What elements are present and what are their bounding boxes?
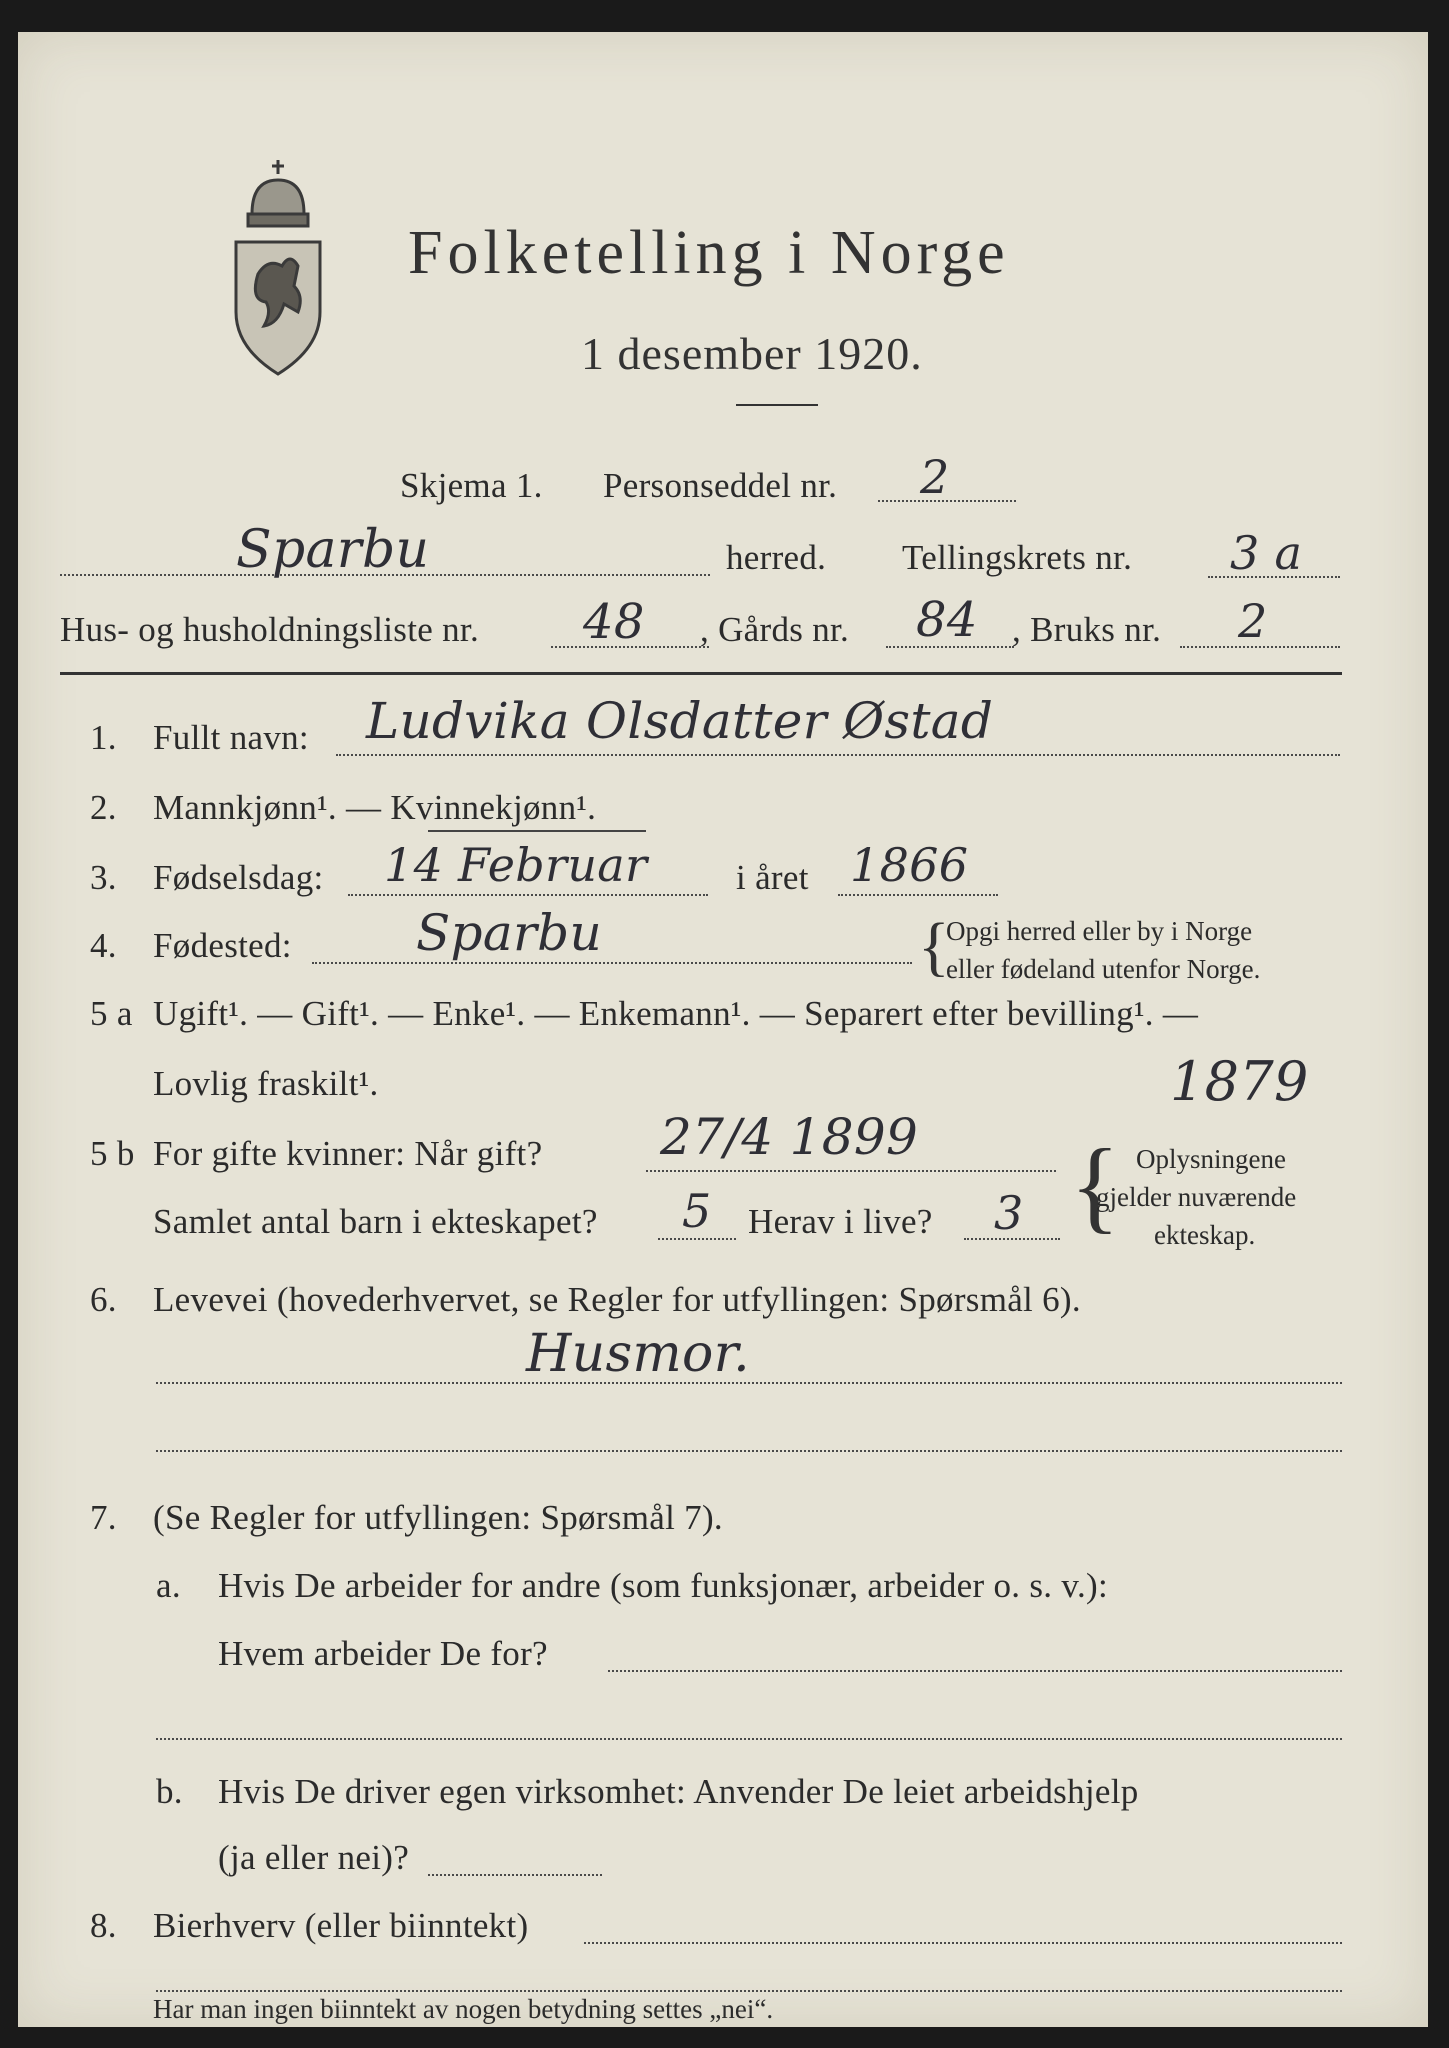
- q1-value: Ludvika Olsdatter Østad: [366, 692, 994, 750]
- census-form-sheet: [18, 32, 1428, 2027]
- q7a-letter: a.: [156, 1566, 181, 1605]
- q5b-alive-value: 3: [994, 1186, 1024, 1240]
- q5b-value: 27/4 1899: [660, 1108, 919, 1166]
- schema-label: Skjema 1.: [400, 466, 543, 505]
- q7b-line: [428, 1874, 602, 1876]
- q4-value: Sparbu: [416, 904, 602, 962]
- q8-number: 8.: [90, 1906, 117, 1945]
- q3-year-value: 1866: [850, 838, 969, 892]
- q7a-label-line-2: Hvem arbeider De for?: [218, 1634, 548, 1673]
- gards-value: 84: [916, 592, 978, 648]
- q5a-label: Ugift¹. — Gift¹. — Enke¹. — Enkemann¹. — Separert efter bevilling¹. —: [153, 994, 1199, 1033]
- q7-number: 7.: [90, 1498, 117, 1537]
- husholdning-value: 48: [583, 594, 645, 650]
- personseddel-label: Personseddel nr.: [603, 466, 838, 505]
- q5b-note-line-2: gjelder nuværende: [1096, 1182, 1297, 1212]
- q1-number: 1.: [90, 718, 117, 757]
- gards-label: , Gårds nr.: [700, 610, 850, 649]
- q4-label: Fødested:: [153, 926, 292, 965]
- header-divider: [60, 672, 1342, 675]
- q7a-line-2: [156, 1738, 1342, 1740]
- q5b-children-label: Samlet antal barn i ekteskapet?: [153, 1202, 598, 1241]
- q5b-line: [646, 1170, 1056, 1172]
- q3-number: 3.: [90, 858, 117, 897]
- q2-underline-kvinnekjonn: [428, 830, 646, 832]
- q8-line-2: [156, 1990, 1342, 1992]
- q4-brace: {: [918, 910, 950, 983]
- tellingskrets-label: Tellingskrets nr.: [902, 538, 1133, 577]
- form-title: Folketelling i Norge: [408, 219, 1010, 287]
- norway-coat-of-arms-icon: [230, 154, 326, 384]
- footer-note: Har man ingen biinntekt av nogen betydning settes „nei“.: [153, 1994, 774, 2024]
- q5a-label-line-2: Lovlig fraskilt¹.: [153, 1064, 379, 1103]
- q5b-note-line-3: ekteskap.: [1154, 1220, 1256, 1250]
- q6-number: 6.: [90, 1280, 117, 1319]
- personseddel-value: 2: [920, 450, 950, 504]
- q5a-number: 5 a: [90, 994, 133, 1033]
- q7a-line-1: [608, 1670, 1342, 1672]
- q5b-alive-label: Herav i live?: [748, 1202, 933, 1241]
- herred-value: Sparbu: [236, 520, 430, 580]
- q3-year-label: i året: [736, 858, 809, 897]
- q5b-brace: {: [1070, 1128, 1120, 1243]
- q4-note-line-2: eller fødeland utenfor Norge.: [946, 954, 1261, 984]
- q6-line-2: [156, 1450, 1342, 1452]
- q6-line-1: [156, 1382, 1342, 1384]
- q7a-label: Hvis De arbeider for andre (som funksjonær, arbeider o. s. v.):: [218, 1566, 1108, 1605]
- census-date: 1 desember 1920.: [581, 328, 923, 379]
- q2-number: 2.: [90, 788, 117, 827]
- q1-line: [336, 754, 1340, 756]
- q5b-children-value: 5: [682, 1184, 712, 1238]
- q4-number: 4.: [90, 926, 117, 965]
- bruks-value: 2: [1238, 594, 1268, 648]
- q6-label: Levevei (hovederhvervet, se Regler for utfyllingen: Spørsmål 6).: [153, 1280, 1081, 1319]
- q3-value: 14 Februar: [384, 838, 648, 892]
- q6-value: Husmor.: [526, 1324, 750, 1384]
- bruks-label: , Bruks nr.: [1012, 610, 1162, 649]
- q7b-label-line-2: (ja eller nei)?: [218, 1838, 410, 1877]
- q7b-label: Hvis De driver egen virksomhet: Anvender De leiet arbeidshjelp: [218, 1772, 1139, 1811]
- q3-line: [348, 894, 708, 896]
- q4-note-line-1: Opgi herred eller by i Norge: [946, 916, 1253, 946]
- husholdning-label: Hus- og husholdningsliste nr.: [60, 610, 479, 649]
- q2-label: Mannkjønn¹. — Kvinnekjønn¹.: [153, 788, 597, 827]
- q8-label: Bierhverv (eller biinntekt): [153, 1906, 529, 1945]
- q1-label: Fullt navn:: [153, 718, 309, 757]
- q7b-letter: b.: [156, 1772, 183, 1811]
- herred-label: herred.: [726, 538, 827, 577]
- q5b-children-line: [658, 1238, 736, 1240]
- q5b-label: For gifte kvinner: Når gift?: [153, 1134, 543, 1173]
- q3-label: Fødselsdag:: [153, 858, 324, 897]
- q3-year-line: [838, 894, 998, 896]
- q4-line: [312, 962, 912, 964]
- q8-line-1: [584, 1942, 1342, 1944]
- title-divider: [736, 404, 818, 406]
- q5b-note-line-1: Oplysningene: [1136, 1144, 1286, 1174]
- q5b-number: 5 b: [90, 1134, 135, 1173]
- q5a-margin-note: 1879: [1170, 1050, 1309, 1113]
- tellingskrets-value: 3 a: [1230, 526, 1303, 580]
- q7-label: (Se Regler for utfyllingen: Spørsmål 7).: [153, 1498, 723, 1537]
